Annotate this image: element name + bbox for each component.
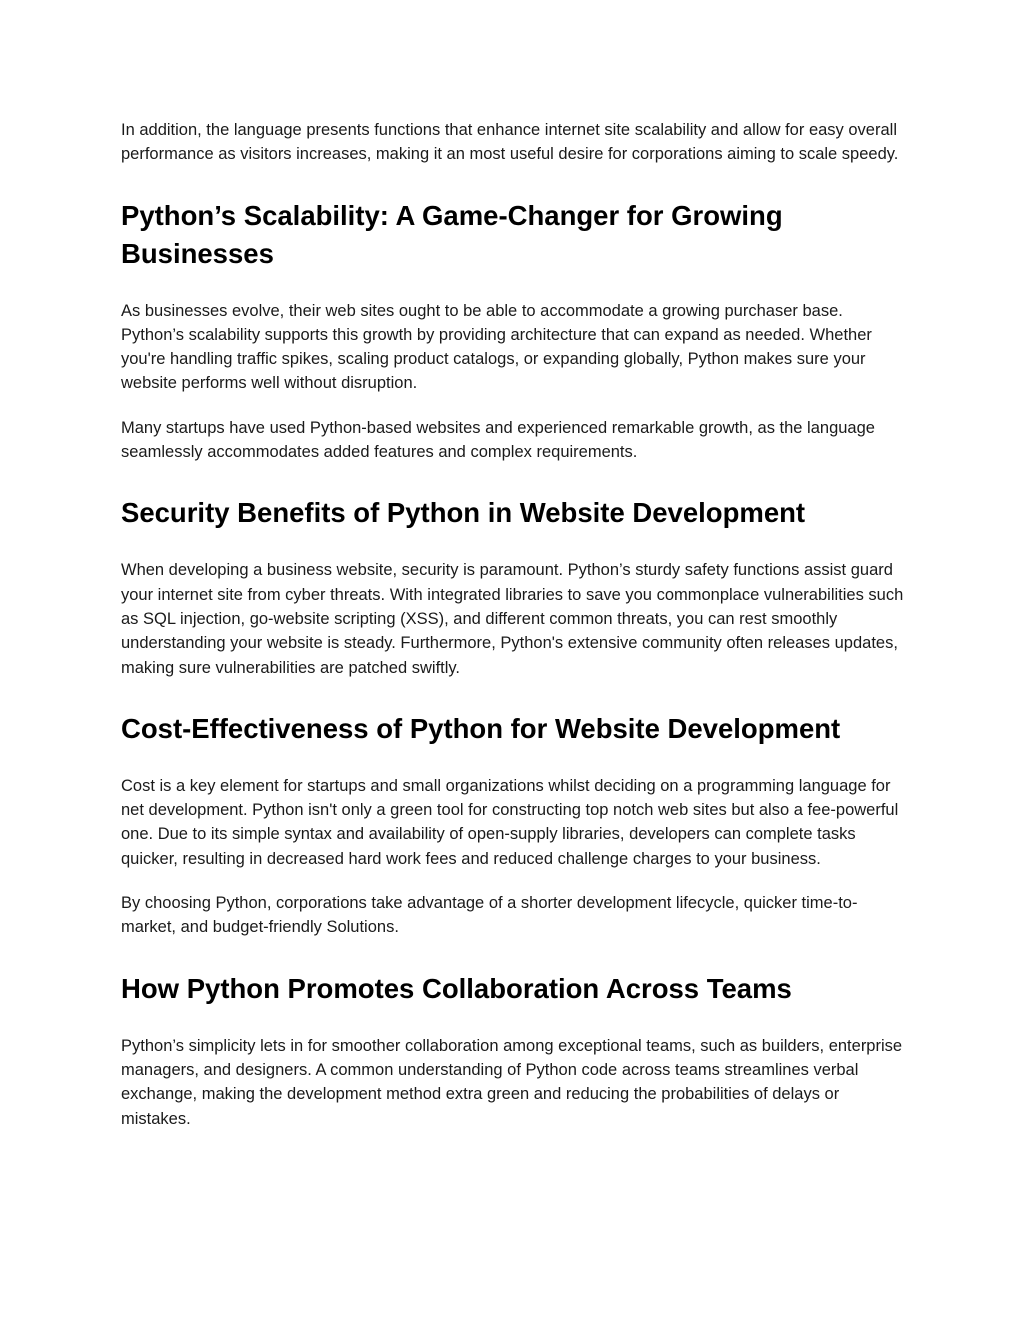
section-heading-security: Security Benefits of Python in Website Development bbox=[121, 497, 806, 529]
section-paragraph: Cost is a key element for startups and small organizations whilst deciding on a programming language for net development. Python isn't only a green tool for constructing top notch web sites but also a fee-powerful one. Due to its simple syntax and availability of open-supply libraries, developers can complete tasks quicker, resulting in decreased hard work fees and reduced challenge charges to your business. bbox=[121, 776, 899, 868]
section-paragraph: Many startups have used Python-based websites and experienced remarkable growth, as the language seamlessly accommodates added features and complex requirements. bbox=[121, 418, 875, 462]
section-paragraph: When developing a business website, security is paramount. Python’s sturdy safety functions assist guard your internet site from cyber threats. With integrated libraries to save you commonplace vulnerabilities such as SQL injection, go-website scripting (XSS), and different common threats, you can rest smoothly understanding your website is steady. Furthermore, Python's extensive community often releases updates, making sure vulnerabilities are patched swiftly. bbox=[121, 561, 904, 677]
intro-paragraph: In addition, the language presents functions that enhance internet site scalability and allow for easy overall performance as visitors increases, making it an most useful desire for corporations aiming to scale speedy. bbox=[121, 121, 899, 164]
document-page bbox=[121, 118, 907, 1131]
section-heading-collaboration: How Python Promotes Collaboration Across Teams bbox=[121, 972, 792, 1004]
section-paragraph: By choosing Python, corporations take advantage of a shorter development lifecycle, quicker time-to-market, and budget-friendly Solutions. bbox=[121, 894, 858, 937]
section-heading-scalability: Python’s Scalability: A Game-Changer for Growing Businesses bbox=[121, 199, 783, 269]
section-heading-cost: Cost-Effectiveness of Python for Website Development bbox=[121, 712, 841, 744]
section-paragraph: Python’s simplicity lets in for smoother collaboration among exceptional teams, such as builders, enterprise managers, and designers. A common understanding of Python code across teams streamlines verbal exchange, making the development method extra green and reducing the probabilities of delays or mistakes. bbox=[121, 1036, 903, 1128]
section-paragraph: As businesses evolve, their web sites ought to be able to accommodate a growing purchaser base. Python’s scalability supports this growth by providing architecture that can expand as needed. Whether you're handling traffic spikes, scaling product catalogs, or expanding globally, Python makes sure your website performs well without disruption. bbox=[121, 301, 872, 393]
